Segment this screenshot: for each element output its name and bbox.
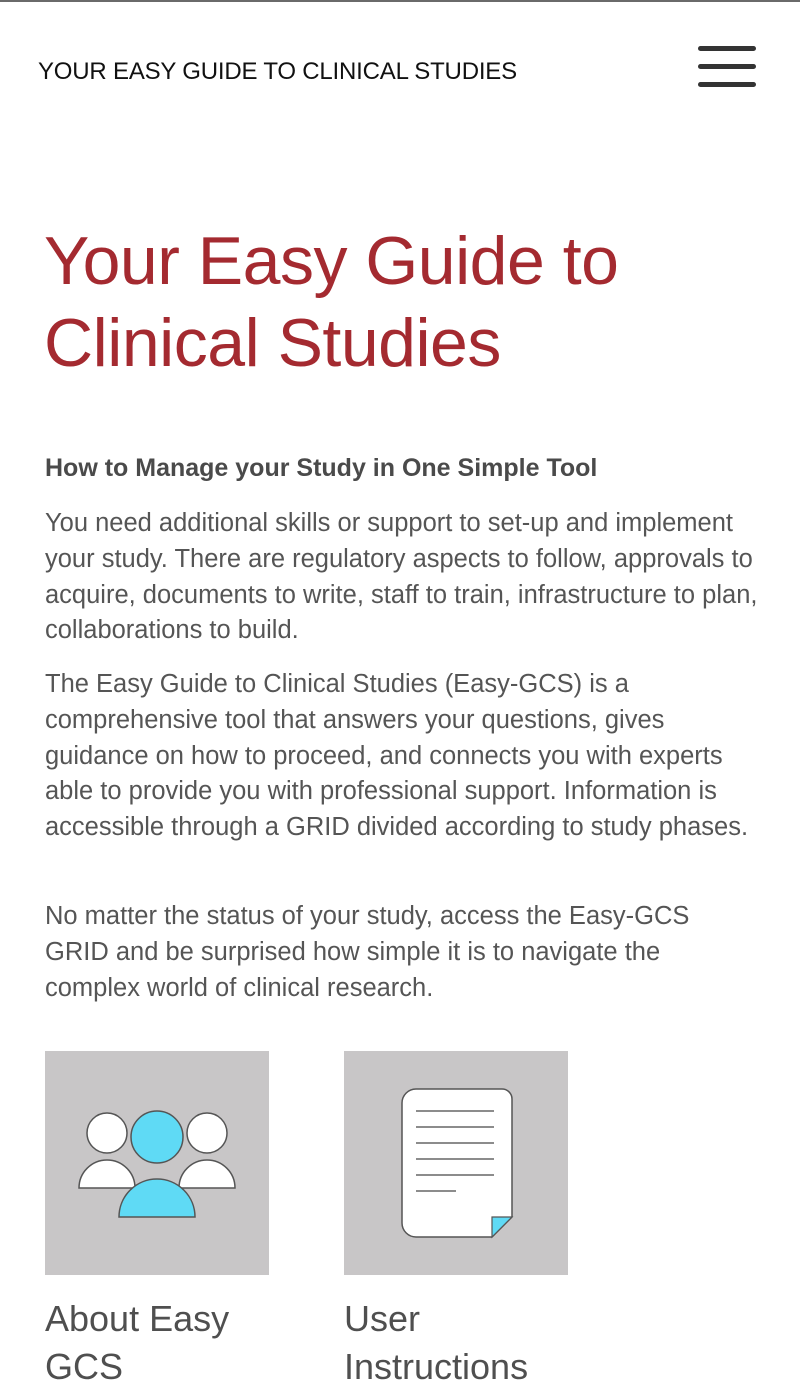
intro-heading: How to Manage your Study in One Simple Tool	[45, 454, 598, 482]
menu-bar	[698, 82, 756, 87]
about-card-label[interactable]: About Easy GCS	[45, 1298, 230, 1387]
page-title	[44, 220, 764, 384]
intro-paragraph: The Easy Guide to Clinical Studies (Easy-GCS) is a comprehensive tool that answers your questions, gives guidance on how to proceed, and connects you with experts able to provide you with professional support. Information is accessible through a GRID divided according to study phases.	[45, 670, 749, 842]
page-title-line: Clinical Studies	[44, 305, 501, 381]
menu-bar	[698, 64, 756, 69]
site-header	[0, 2, 800, 140]
about-easy-gcs-card[interactable]	[45, 1051, 269, 1389]
about-card-image[interactable]	[45, 1051, 269, 1275]
menu-bar	[698, 46, 756, 51]
user-instructions-card[interactable]	[344, 1051, 568, 1389]
intro-paragraph: No matter the status of your study, access the Easy-GCS GRID and be surprised how simple it is to navigate the complex world of clinical research.	[45, 902, 690, 1002]
hamburger-menu-icon[interactable]	[698, 46, 756, 88]
page-title-line: Your Easy Guide to	[44, 223, 619, 299]
people-group-icon	[45, 1051, 269, 1275]
intro-paragraph: You need additional skills or support to set-up and implement your study. There are regulatory aspects to follow, approvals to acquire, documents to write, staff to train, infrastructure to plan, collaborations to build.	[45, 509, 758, 645]
site-title[interactable]: YOUR EASY GUIDE TO CLINICAL STUDIES	[38, 58, 517, 85]
user-card-image[interactable]	[344, 1051, 568, 1275]
document-icon	[344, 1051, 568, 1275]
user-card-label[interactable]: User Instructions	[344, 1298, 529, 1387]
